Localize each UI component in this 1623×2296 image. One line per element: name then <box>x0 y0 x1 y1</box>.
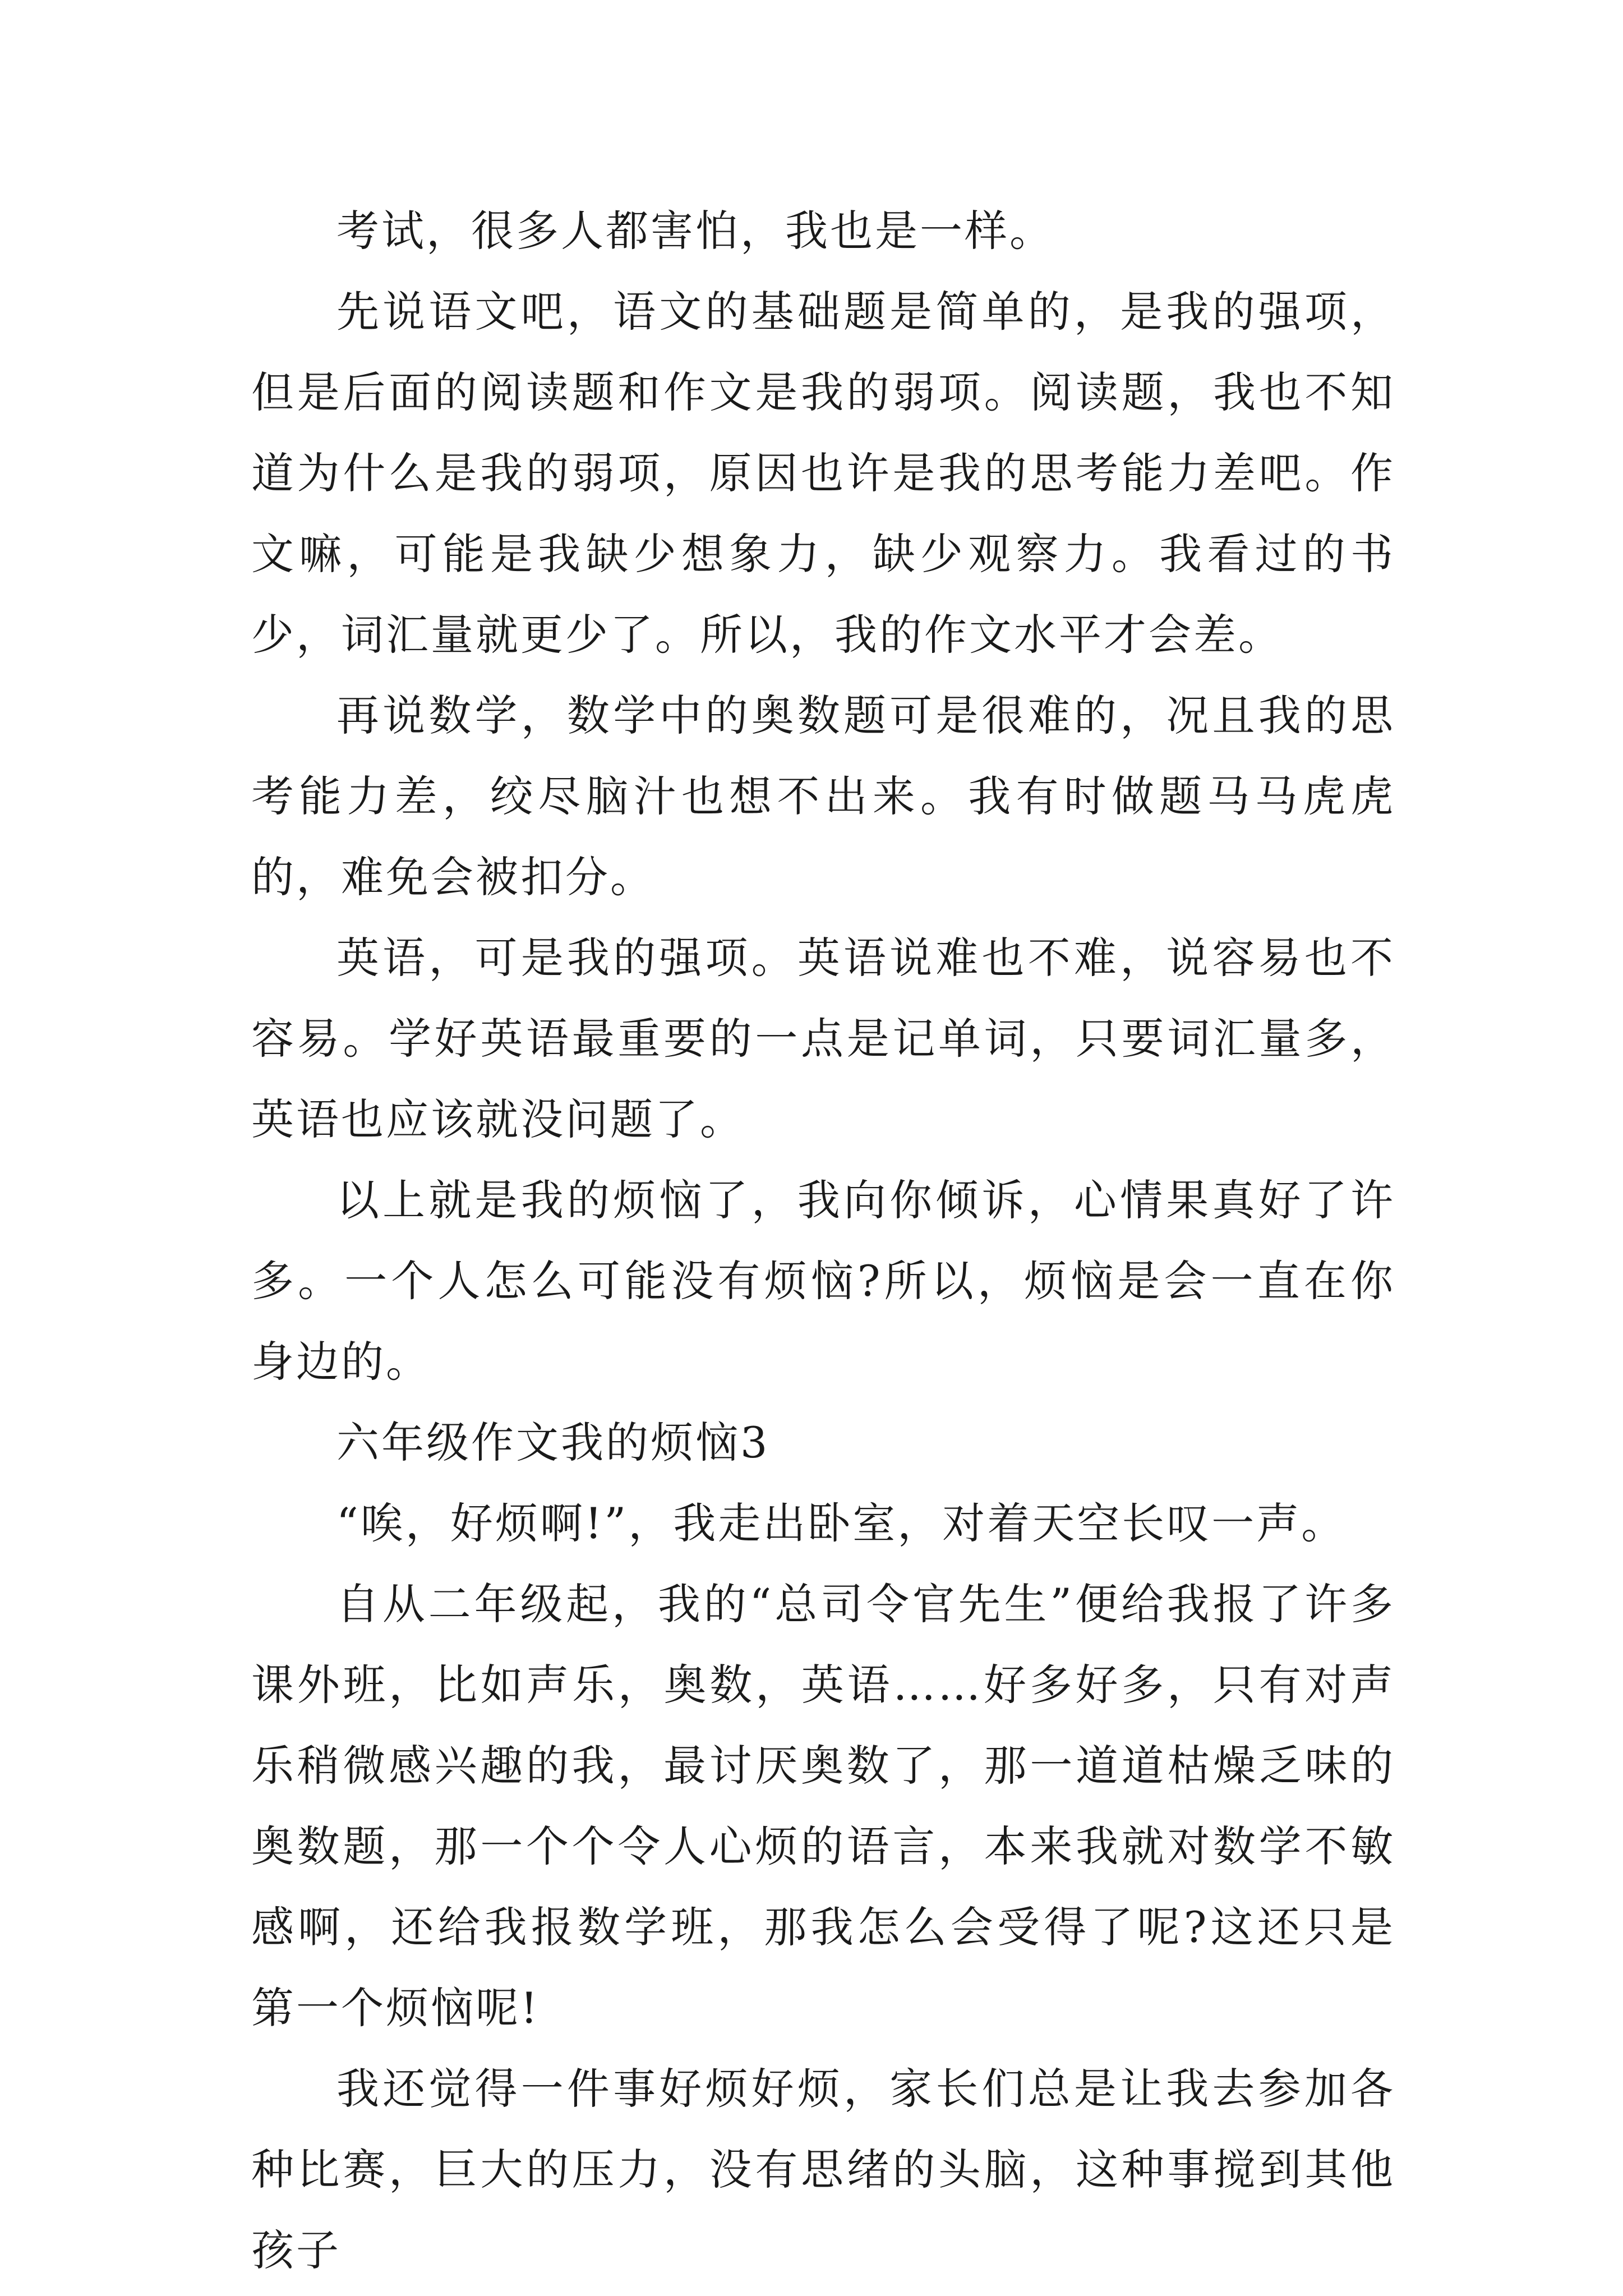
paragraph-english-subject: 英语，可是我的强项。英语说难也不难，说容易也不容易。学好英语最重要的一点是记单词，只要词汇量多，英语也应该就没问题了。 <box>251 933 1395 1144</box>
paragraph-extra-classes: 自从二年级起，我的“总司令官先生”便给我报了许多课外班，比如声乐，奥数，英语……好多好多，只有对声乐稍微感兴趣的我，最讨厌奥数了，那一道道枯燥乏味的奥数题，那一个个令人心烦的语言，本来我就对数学不敏感啊，还给我报数学班，那我怎么会受得了呢?这还只是第一个烦恼呢! <box>251 1579 1395 2033</box>
section-heading: 六年级作文我的烦恼3 <box>336 1418 770 1467</box>
paragraph-sigh: “唉，好烦啊!”，我走出卧室，对着天空长叹一声。 <box>336 1498 1347 1548</box>
paragraph-math-subject: 再说数学，数学中的奥数题可是很难的，况且我的思考能力差，绞尽脑汁也想不出来。我有时做题马马虎虎的，难免会被扣分。 <box>251 691 1395 902</box>
paragraph-competitions: 我还觉得一件事好烦好烦，家长们总是让我去参加各种比赛，巨大的压力，没有思绪的头脑，这种事搅到其他孩子 <box>251 2064 1395 2275</box>
paragraph-exam-fear: 考试，很多人都害怕，我也是一样。 <box>336 206 1054 256</box>
paragraph-conclusion: 以上就是我的烦恼了，我向你倾诉，心情果真好了许多。一个人怎么可能没有烦恼?所以，烦恼是会一直在你身边的。 <box>251 1175 1395 1387</box>
paragraph-chinese-subject: 先说语文吧，语文的基础题是简单的，是我的强项，但是后面的阅读题和作文是我的弱项。阅读题，我也不知道为什么是我的弱项，原因也许是我的思考能力差吧。作文嘛，可能是我缺少想象力，缺少观察力。我看过的书少，词汇量就更少了。所以，我的作文水平才会差。 <box>251 287 1395 660</box>
document-body <box>251 191 1395 2291</box>
